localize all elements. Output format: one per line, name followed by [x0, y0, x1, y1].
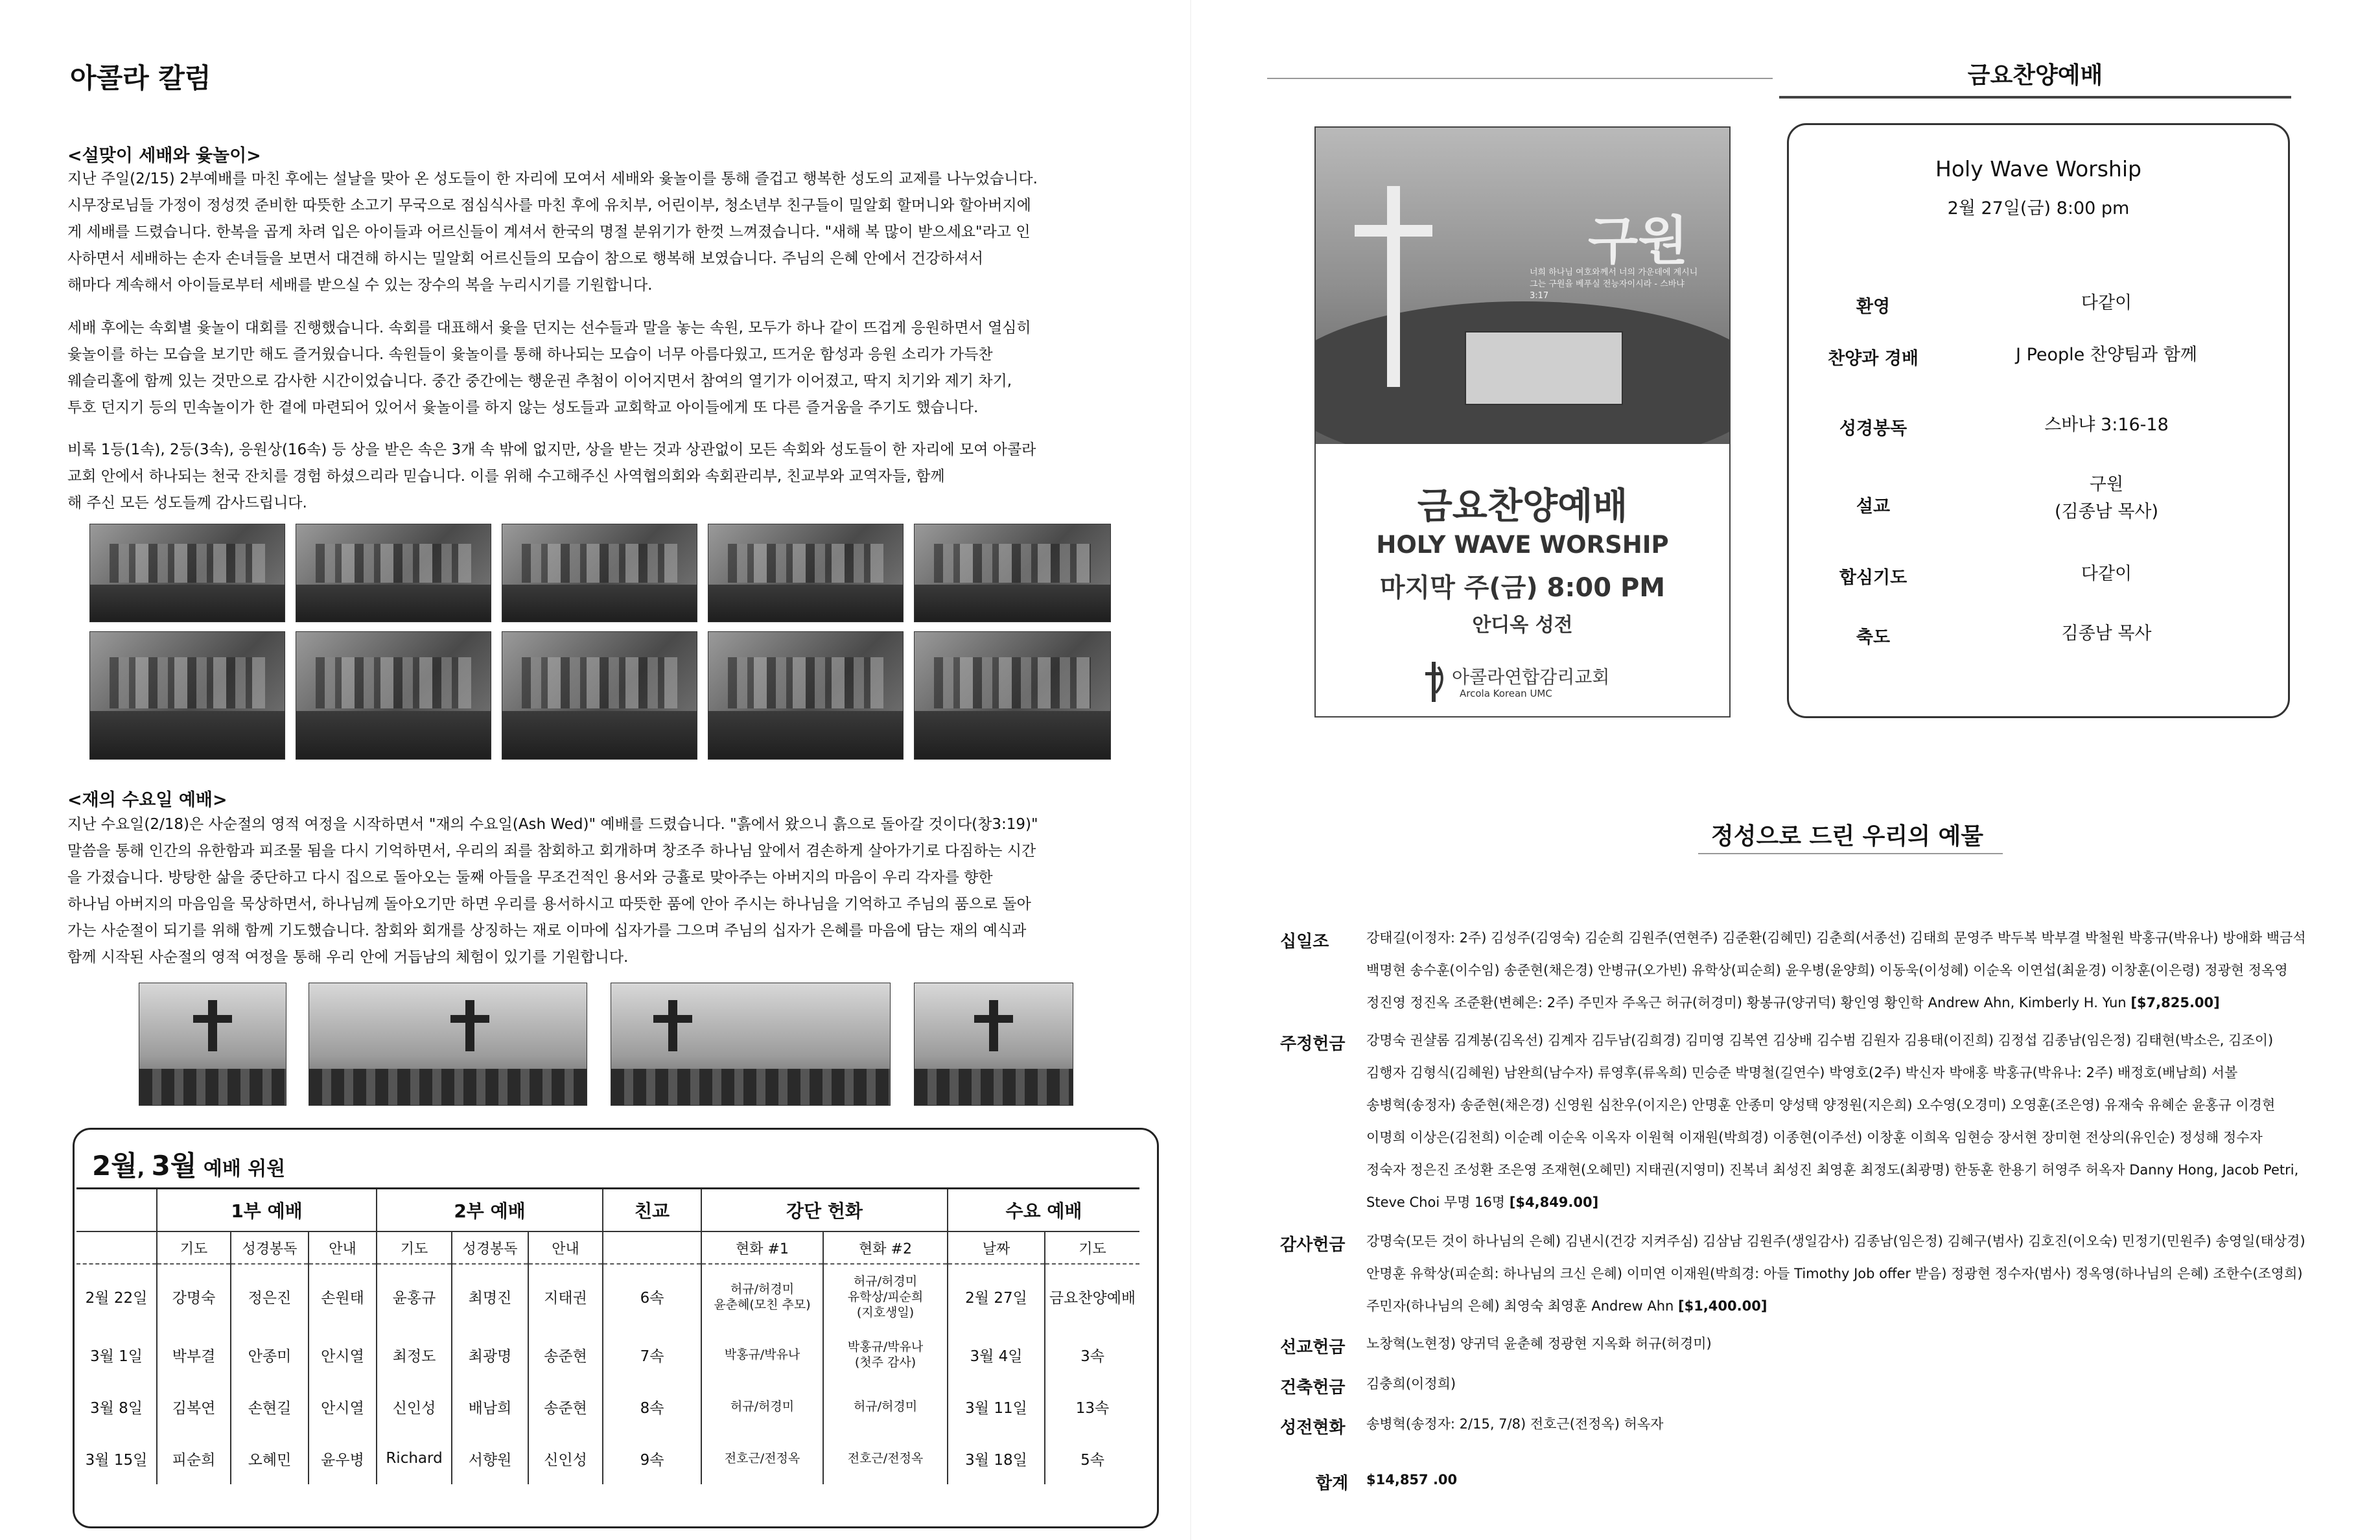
- event-photo: [914, 631, 1111, 760]
- event-photo: [914, 524, 1111, 622]
- order-date: 2월 27일(금) 8:00 pm: [1947, 198, 2130, 218]
- offering-label-tithe: 십일조: [1280, 932, 1329, 951]
- paragraph-new-year-1: 지난 주일(2/15) 2부예배를 마친 후에는 설날을 맞아 온 성도들이 한 자리에 모여서 세배와 윷놀이를 통해 즐겁고 행복한 성도의 교제를 나누었습니다. 시무장로님들 가정이 정성껏 준비한 따뜻한 소고기 무국으로 점심식사를 마친 후에 유치부, 어린이부, 청소년부 친구들이 밀알회 할머니와 할아버지에 게 세배를 드렸습니다. 한복을 곱게 차려 입은 아이들과 어르신들이 계셔서 한국의 명절 분위기가 한껏 느껴졌습니다. "새해 복 많이 받으세요"라고 인 사하면서 세배하는 손자 손녀들을 보면서 대견해 하시는 밀알회 어르신들의 모습이 참으로 행복해 보였습니다. 주님의 은혜 안에서 건강하셔서 해마다 계속해서 아이들로부터 세배를 받으실 수 있는 장수의 복을 누리시기를 기원합니다.: [67, 170, 1038, 294]
- subheader: 안내: [309, 1231, 377, 1264]
- table-row: 2월 22일 강명숙 정은진 손원태 윤홍규 최명진 지태권 6속 허규/허경미 윤춘혜(모친 추모) 허규/허경미 유학상/피순희 (지호생일) 2월 27일 금요찬양예배: [76, 1264, 1139, 1329]
- offering-list-building: 김충희(이정희): [1366, 1376, 1456, 1392]
- worship-photo: [611, 983, 891, 1106]
- divider: [1698, 853, 2003, 854]
- umc-cross-icon: [1423, 660, 1445, 703]
- order-label: 합심기도: [1839, 568, 1908, 588]
- church-name-english: Arcola Korean UMC: [1460, 688, 1552, 699]
- offering-label-weekly: 주정헌금: [1280, 1034, 1346, 1054]
- offering-label-mission: 선교헌금: [1280, 1338, 1346, 1357]
- divider: [1779, 96, 2291, 99]
- offering-total-value: $14,857 .00: [1366, 1472, 1458, 1488]
- table-row: 3월 8일 김복연 손현길 안시열 신인성 배남희 송준현 8속 허규/허경미 허규/허경미 3월 11일 13속: [76, 1381, 1139, 1432]
- worship-photo: [914, 983, 1073, 1106]
- offering-list-tithe: 강태길(이정자: 2주) 김성주(김영숙) 김순희 김원주(연현주) 김준환(김혜민) 김춘희(서종선) 김태희 문영주 박두복 박부결 박철원 박홍규(박유나) 방애화 백금석 백명현 송수훈(이수임) 송준현(채은경) 안병규(오가빈) 유학상(피순희) 윤우병(윤양희) 이동욱(이성혜) 이순옥 이연섭(최윤경) 이창훈(이은령) 정광현 정옥영 정진영 정진옥 조준환(변혜은: 2주) 주민자 주옥근 허규(허경미) 황봉규(양귀덕) 황인영 황인학 Andrew Ahn, Kimberly H. Yun [$7,825.00]: [1366, 930, 2306, 1010]
- poster-location: 안디옥 성전: [1472, 614, 1573, 636]
- group-header: 강단 헌화: [701, 1189, 948, 1232]
- order-value: 구원 (김종남 목사): [2054, 474, 2159, 522]
- offering-label-altar: 성전현화: [1280, 1418, 1346, 1438]
- subheader: 현화 #2: [823, 1231, 948, 1264]
- offering-label-building: 건축헌금: [1280, 1378, 1346, 1397]
- paragraph-ash-wednesday: 지난 수요일(2/18)은 사순절의 영적 여정을 시작하면서 "재의 수요일(Ash Wed)" 예배를 드렸습니다. "흙에서 왔으니 흙으로 돌아갈 것이다(창3:19)" 말씀을 통해 인간의 유한함과 피조물 됨을 다시 기억하면서, 우리의 죄를 참회하고 회개하며 창조주 하나님 앞에서 겸손하게 살아가기로 다짐하는 시간 을 가졌습니다. 방탕한 삶을 중단하고 다시 집으로 돌아오는 둘째 아들을 무조건적인 용서와 긍휼로 맞아주는 아버지의 마음이 우리 각자를 향한 하나님 아버지의 마음임을 묵상하면서, 하나님께 돌아오기만 하면 우리를 용서하시고 따뜻한 품에 안아 주시는 하나님을 기억하고 주님의 품으로 돌아 가는 사순절이 되기를 위해 함께 기도했습니다. 참회와 회개를 상징하는 재로 이마에 십자가를 그으며 주님의 십자가 은혜를 마음에 담는 재의 예식과 함께 시작된 사순절의 영적 여정을 통해 우리 안에 거듭남의 체험이 있기를 기원합니다.: [67, 816, 1038, 966]
- order-value: 김종남 목사: [2061, 624, 2152, 644]
- worship-photo: [309, 983, 587, 1106]
- table-row: 3월 1일 박부결 안종미 안시열 최정도 최광명 송준현 7속 박홍규/박유나 박홍규/박유나 (첫주 감사) 3월 4일 3속: [76, 1329, 1139, 1381]
- paragraph-new-year-2: 세배 후에는 속회별 윷놀이 대회를 진행했습니다. 속회를 대표해서 윷을 던지는 선수들과 말을 놓는 속원, 모두가 하나 같이 뜨겁게 응원하면서 열심히 윷놀이를 하는 모습을 보기만 해도 즐거웠습니다. 속원들이 윷놀이를 통해 하나되는 모습이 너무 아름다웠고, 뜨거운 함성과 응원 소리가 가득찬 웨슬리홀에 함께 있는 것만으로 감사한 시간이었습니다. 중간 중간에는 행운권 추첨이 이어지면서 참여의 열기가 이어졌고, 딱지 치기와 제기 차기, 투호 던지기 등의 민속놀이가 한 곁에 마련되어 있어서 윷놀이를 하지 않는 성도들과 교회학교 아이들에게 또 다른 즐거움을 주기도 했습니다.: [67, 320, 1031, 416]
- offering-list-weekly: 강명숙 권샬롬 김계봉(김옥선) 김계자 김두남(김희경) 김미영 김복연 김상배 김수범 김원자 김용태(이진희) 김정섭 김종남(임은정) 김태현(박소은, 김조이) 김행자 김형식(김혜원) 남완희(남수자) 류영후(류옥희) 민승준 박명철(길연수) 박영호(2주) 박신자 박애홍 박홍규(박유나: 2주) 배정호(배남희) 서볼 송병혁(송정자) 송준현(채은경) 신영원 심찬우(이지은) 안명훈 안종미 양성택 양정원(지은희) 오수영(오경미) 오영훈(조은영) 유재숙 유혜순 윤홍규 이경현 이명희 이상은(김천희) 이순례 이순옥 이옥자 이원혁 이재원(박희경) 이종현(이주선) 이창훈 이희옥 임현승 장서현 장미현 전상의(유인순) 정성해 정수자 정숙자 정은진 조성환 조은영 조재현(오혜민) 지태권(지영미) 진복녀 최성진 최영훈 최정도(최광명) 한동훈 한용기 허영주 허옥자 Danny Hong, Jacob Petri, Steve Choi 무명 16명 [$4,849.00]: [1366, 1032, 2299, 1210]
- order-value: 다같이: [2081, 293, 2132, 313]
- offerings-heading: 정성으로 드린 우리의 예물: [1710, 823, 1984, 850]
- order-label: 설교: [1856, 496, 1891, 517]
- subheader: 성경봉독: [231, 1231, 309, 1264]
- order-label: 축도: [1856, 627, 1891, 648]
- offering-list-mission: 노창혁(노현정) 양귀덕 윤춘혜 정광현 지옥화 허규(허경미): [1366, 1336, 1712, 1351]
- offering-list-altar: 송병혁(송정자: 2/15, 7/8) 전호근(전정옥) 허옥자: [1366, 1416, 1664, 1432]
- order-of-worship: [1787, 123, 2290, 718]
- column-title: 아콜라 칼럼: [70, 62, 211, 94]
- offering-label-total: 합계: [1316, 1474, 1349, 1493]
- group-header: 친교: [603, 1189, 701, 1232]
- subheader: 성경봉독: [452, 1231, 528, 1264]
- order-title: Holy Wave Worship: [1935, 156, 2141, 181]
- poster-verse: 너희 하나님 여호와께서 너의 가운데에 계시니 그는 구원을 베푸실 전능자이시라 - 스바냐 3:17: [1530, 268, 1698, 301]
- event-photo: [89, 631, 285, 760]
- poster-illustration: [1316, 128, 1729, 444]
- poster-english-title: HOLY WAVE WORSHIP: [1376, 531, 1669, 559]
- poster-word: 구원: [1588, 211, 1688, 271]
- subheader: 날짜: [948, 1231, 1045, 1264]
- church-name: 아콜라연합감리교회: [1452, 666, 1610, 688]
- order-value: J People 찬양팀과 함께: [2016, 345, 2197, 365]
- table-row: 3월 15일 피순희 오혜민 윤우병 Richard 서향원 신인성 9속 전호근/전정옥 전호근/전정옥 3월 18일 5속: [76, 1432, 1139, 1484]
- schedule-title: 2월, 3월 예배 위원: [92, 1150, 286, 1182]
- schedule-table: [76, 1187, 1139, 1484]
- paragraph-new-year-3: 비록 1등(1속), 2등(3속), 응원상(16속) 등 상을 받은 속은 3개 속 밖에 없지만, 상을 받는 것과 상관없이 모든 속회와 성도들이 한 자리에 모여 아콜라 교회 안에서 하나되는 천국 잔치를 경험 하셨으리라 믿습니다. 이를 위해 수고해주신 사역협의회와 속회관리부, 친교부와 교역자들, 함께 해 주신 모든 성도들께 감사드립니다.: [67, 441, 1036, 511]
- order-value: 스바냐 3:16-18: [2044, 415, 2169, 435]
- order-label: 성경봉독: [1839, 419, 1908, 439]
- section-heading-new-year: <설맞이 세배와 윷놀이>: [67, 146, 261, 166]
- divider: [1267, 78, 1773, 79]
- worship-poster: [1314, 126, 1731, 718]
- subheader: 기도: [1045, 1231, 1139, 1264]
- event-photo: [296, 631, 491, 760]
- order-label: 찬양과 경배: [1828, 349, 1919, 369]
- subheader: 안내: [528, 1231, 603, 1264]
- group-header: 수요 예배: [948, 1189, 1139, 1232]
- poster-schedule: 마지막 주(금) 8:00 PM: [1379, 573, 1666, 603]
- subheader: 기도: [377, 1231, 452, 1264]
- order-label: 환영: [1856, 297, 1891, 317]
- page-fold: [1190, 0, 1191, 1540]
- offering-list-thanks: 강명숙(모든 것이 하나님의 은혜) 김낸시(건강 지켜주심) 김삼남 김원주(생일감사) 김종남(임은정) 김혜구(범사) 김호진(이오숙) 민정기(민원주) 송영일(태상경) 안명훈 유학상(피순희: 하나님의 크신 은혜) 이미연 이재원(박희경: 아들 Timothy Job offer 받음) 정광현 정수자(범사) 정옥영(하나님의 은혜) 조한수(조영희) 주민자(하나님의 은혜) 최영숙 최영훈 Andrew Ahn [$1,400.00]: [1366, 1233, 2305, 1314]
- poster-title: 금요찬양예배: [1417, 485, 1628, 528]
- event-photo: [296, 524, 491, 622]
- event-photo: [708, 524, 904, 622]
- event-photo: [502, 524, 697, 622]
- order-value: 다같이: [2081, 564, 2132, 584]
- subheader: 현화 #1: [701, 1231, 823, 1264]
- event-photo: [502, 631, 697, 760]
- event-photo: [89, 524, 285, 622]
- worship-photo: [139, 983, 286, 1106]
- group-header: 2부 예배: [377, 1189, 603, 1232]
- subheader: 기도: [157, 1231, 231, 1264]
- friday-worship-heading: 금요찬양예배: [1967, 62, 2103, 89]
- group-header: 1부 예배: [157, 1189, 377, 1232]
- event-photo: [708, 631, 904, 760]
- offering-label-thanks: 감사헌금: [1280, 1235, 1346, 1255]
- section-heading-ash-wednesday: <재의 수요일 예배>: [67, 790, 228, 810]
